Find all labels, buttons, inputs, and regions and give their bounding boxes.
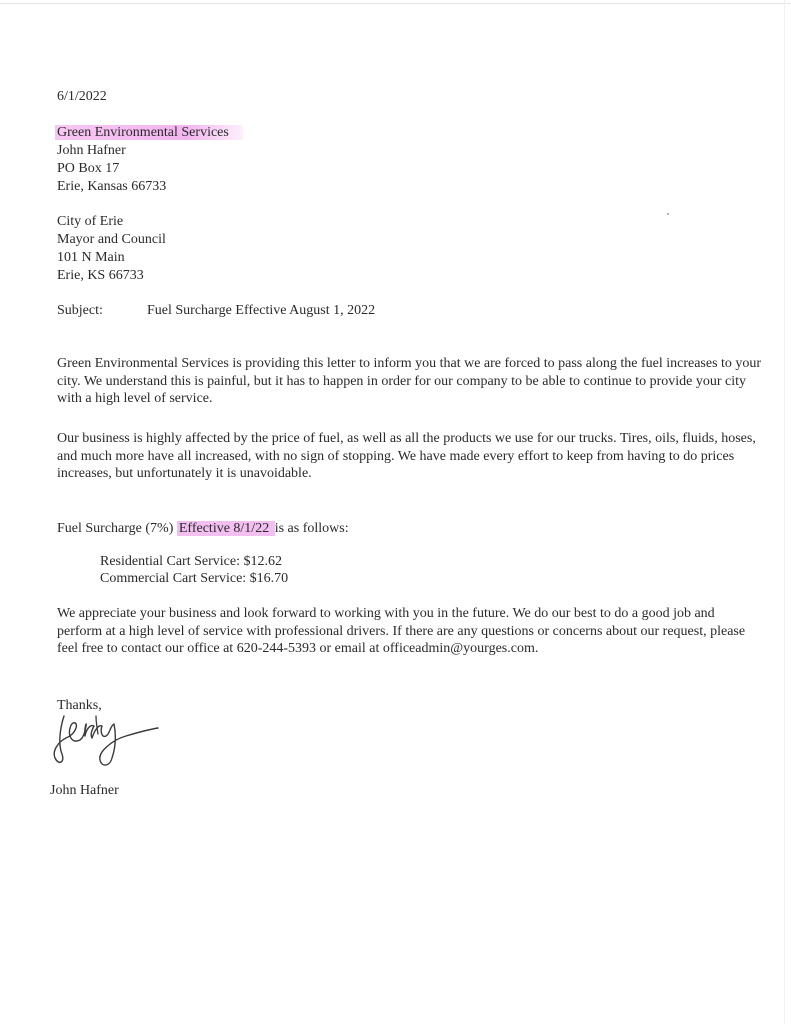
sender-company	[55, 124, 243, 141]
recipient-line4: Erie, KS 66733	[57, 268, 144, 283]
sender-address2: Erie, Kansas 66733	[57, 179, 167, 194]
sender-address1: PO Box 17	[57, 161, 120, 176]
recipient-line3: 101 N Main	[57, 250, 125, 265]
body-paragraph-2: Our business is highly affected by the price of fuel, as well as all the products we use for our trucks. Tires, oils, fluids, hoses, and much more have all increased, with no sign of stopping. We have made every effort to keep from having to do prices increases, but unfortunately it is unavoidable.	[57, 431, 756, 481]
signatory-name: John Hafner	[50, 783, 119, 798]
handwritten-signature	[50, 706, 170, 776]
surcharge-line	[57, 520, 349, 537]
rate-residential: Residential Cart Service: $12.62	[100, 554, 282, 569]
surcharge-prefix: Fuel Surcharge (7%)	[57, 521, 177, 536]
subject-line	[57, 302, 375, 319]
scan-edge-right	[784, 0, 785, 1024]
scan-edge-top	[0, 3, 791, 4]
recipient-line1: City of Erie	[57, 214, 124, 229]
subject-label: Subject:	[57, 303, 103, 318]
rate-commercial: Commercial Cart Service: $16.70	[100, 571, 289, 586]
body-paragraph-1: Green Environmental Services is providing this letter to inform you that we are forced to pass along the fuel increases to your city. We understand this is painful, but it has to happen in order for our company to be able to continue to provide your city with a high level of service.	[57, 356, 762, 406]
surcharge-effective-highlight: Effective 8/1/22	[178, 521, 273, 536]
letter-date: 6/1/2022	[57, 89, 107, 104]
body-paragraph-3: We appreciate your business and look forward to working with you in the future. We do our best to do a good job and perform at a high level of service with professional drivers. If there are any questions or concerns about our request, please feel free to contact our office at 620-244-5393 or email at officeadmin@yourges.com.	[57, 606, 746, 656]
sender-name: John Hafner	[57, 143, 126, 158]
scan-speck	[667, 213, 669, 215]
sender-company-text: Green Environmental Services	[55, 125, 243, 140]
closing: Thanks,	[57, 698, 102, 713]
recipient-line2: Mayor and Council	[57, 232, 166, 247]
surcharge-suffix: is as follows:	[274, 521, 349, 536]
subject-text: Fuel Surcharge Effective August 1, 2022	[147, 303, 376, 318]
